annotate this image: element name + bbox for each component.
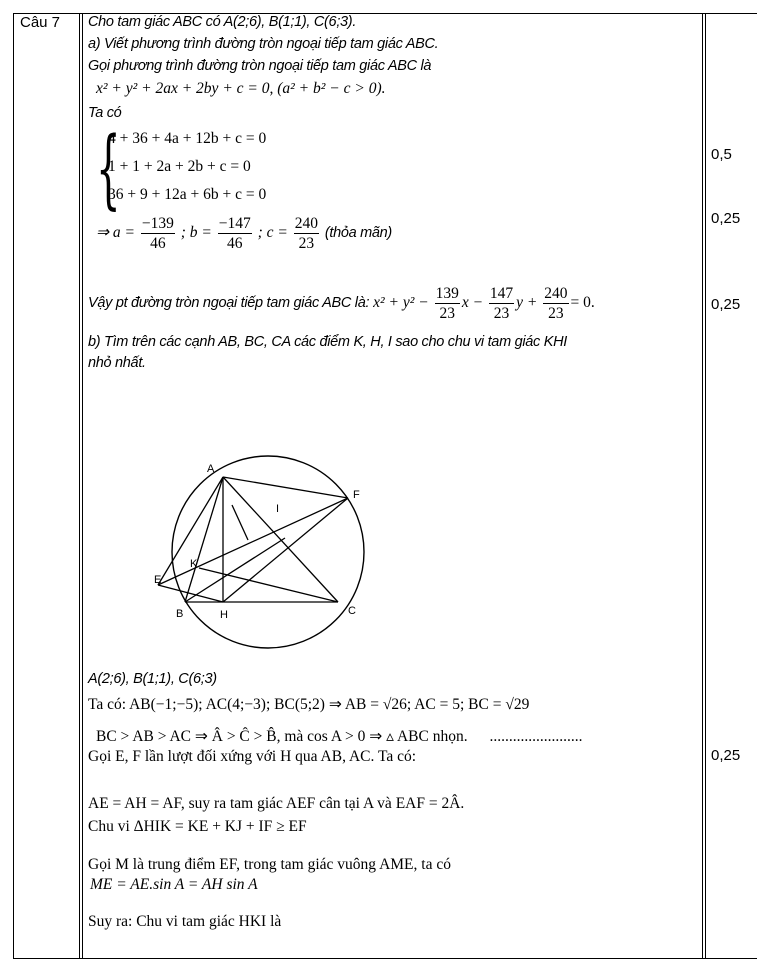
b-fraction [218,214,252,253]
segment-AM [232,505,248,540]
column-divider [82,13,83,959]
c-fraction [294,214,319,253]
score-2: 0,25 [711,210,741,227]
points-line: A(2;6), B(1;1), C(6;3) [88,671,217,687]
compare-text: BC > AB > AC ⇒ Â > Ĉ > B̂, mà cos A > 0 ⇒ ▵ ABC nhọn. [96,728,468,745]
score-4: 0,25 [711,747,741,764]
label-H: H [220,609,228,621]
system-equation-1: 4 + 36 + 4a + 12b + c = 0 [108,130,267,147]
vectors-line: Ta có: AB(−1;−5); AC(4;−3); BC(5;2) ⇒ AB = √26; AC = 5; BC = √29 [88,696,530,713]
x-coef-den: 23 [439,305,455,322]
equation-lead: x² + y² − [373,294,429,312]
dots: ........................ [489,728,583,745]
segment-EH [158,585,223,602]
y-coef-num: 147 [489,285,514,302]
part-a-title: a) Viết phương trình đường tròn ngoại tiếp tam giác ABC. [88,36,439,52]
const-den: 23 [548,305,564,322]
column-divider [79,13,80,959]
perimeter-line: Chu vi ΔHIK = KE + KJ + IF ≥ EF [88,818,307,835]
const-num: 240 [544,285,568,302]
equation-end: = 0. [570,294,595,312]
x-coefficient [435,284,460,323]
segment-EF [158,498,348,585]
label-B: B [176,608,184,620]
thoa-man-note: (thỏa mãn) [324,225,392,242]
column-divider [705,13,706,959]
segment-AF [223,477,348,498]
c-label: ; c = [257,224,288,242]
symmetry-line: Gọi E, F lần lượt đối xứng với H qua AB, AC. Ta có: [88,748,417,765]
a-denominator: 46 [150,235,166,252]
label-E: E [154,574,162,586]
c-numerator: 240 [294,215,318,232]
final-line: Suy ra: Chu vi tam giác HKI là [88,913,282,930]
midpoint-line: Gọi M là trung điểm EF, trong tam giác vuông AME, ta có [88,856,451,873]
b-denominator: 46 [226,235,243,252]
y-coefficient [489,284,514,323]
x-symbol: x − [461,294,484,312]
conclusion-text: Vậy pt đường tròn ngoại tiếp tam giác ABC là: [88,295,370,312]
y-symbol: y + [516,294,538,312]
system-brace: { [96,119,121,219]
geometry-figure [110,440,440,660]
part-b-line-2: nhỏ nhất. [88,355,146,371]
segment-HF [223,498,348,602]
b-numerator: −147 [218,215,251,232]
label-C: C [348,605,356,617]
b-label: ; b = [180,224,212,242]
label-F: F [353,489,360,501]
a-fraction [141,214,175,253]
label-I: I [276,503,280,515]
aef-line: AE = AH = AF, suy ra tam giác AEF cân tại A và EAF = 2Â. [88,795,465,812]
score-3: 0,25 [711,296,741,313]
circle-general-equation: x² + y² + 2ax + 2by + c = 0, (a² + b² − c > 0). [96,80,386,97]
part-b-line-1: b) Tìm trên các cạnh AB, BC, CA các điểm K, H, I sao cho chu vi tam giác KHI [88,334,567,350]
me-line: ME = AE.sin A = AH sin A [90,876,258,893]
label-A: A [207,463,215,475]
part-a-setup: Gọi phương trình đường tròn ngoại tiếp tam giác ABC là [88,58,432,74]
intro-text: Cho tam giác ABC có A(2;6), B(1;1), C(6;3). [88,14,357,30]
segment-KC [199,568,338,602]
conclusion-line [88,284,595,323]
segment-CA [223,477,338,602]
y-coef-den: 23 [493,305,510,322]
a-numerator: −139 [141,215,174,232]
label-K: K [190,558,198,570]
system-equation-3: 36 + 9 + 12a + 6b + c = 0 [108,186,267,203]
c-denominator: 23 [298,235,315,252]
system-equation-2: 1 + 1 + 2a + 2b + c = 0 [108,158,251,175]
compare-line [96,727,582,746]
constant-term [543,284,568,323]
column-divider [702,13,703,959]
question-label: Câu 7 [20,14,61,31]
table-bottom-border [13,958,757,959]
result-line [96,214,392,253]
ta-co-label: Ta có [88,105,122,121]
result-prefix: ⇒ a = [96,224,135,242]
x-coef-num: 139 [435,285,459,302]
score-1: 0,5 [711,146,732,163]
